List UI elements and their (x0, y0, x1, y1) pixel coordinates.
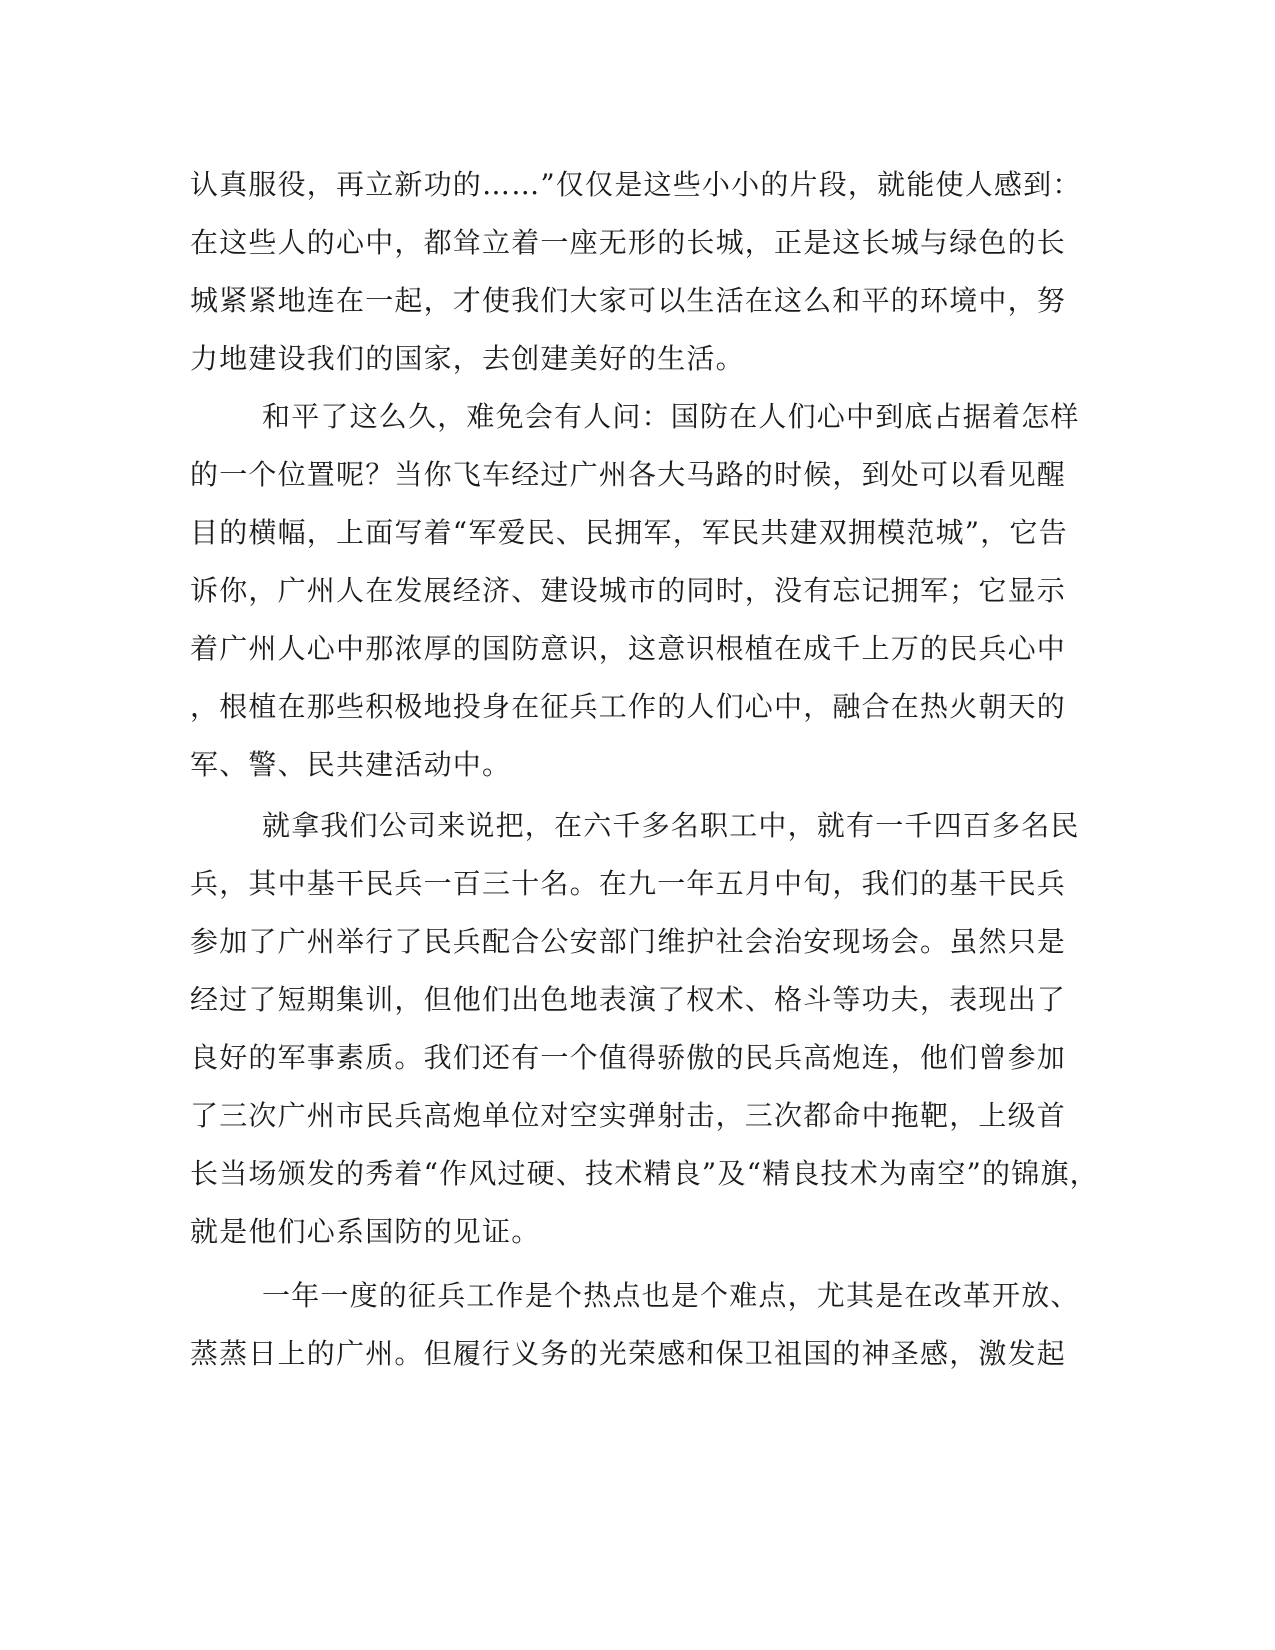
text-line: 蒸蒸日上的广州。但履行义务的光荣感和保卫祖国的神圣感，激发起 (190, 1337, 1067, 1370)
text-line: 目的横幅，上面写着“军爱民、民拥军，军民共建双拥模范城”，它告 (190, 516, 1068, 549)
paragraph-first-line: 就拿我们公司来说把，在六千多名职工中，就有一千四百多名民 (262, 809, 1080, 842)
text-line: 的一个位置呢？当你飞车经过广州各大马路的时候，到处可以看见醒 (190, 458, 1067, 491)
text-line: 认真服役，再立新功的……”仅仅是这些小小的片段，就能使人感到： (190, 168, 1082, 201)
text-line: 城紧紧地连在一起，才使我们大家可以生活在这么和平的环境中，努 (190, 284, 1067, 317)
text-line: 在这些人的心中，都耸立着一座无形的长城，正是这长城与绿色的长 (190, 226, 1067, 259)
text-line: ，根植在那些积极地投身在征兵工作的人们心中，融合在热火朝天的 (190, 690, 1067, 723)
text-line: 兵，其中基干民兵一百三十名。在九一年五月中旬，我们的基干民兵 (190, 867, 1067, 900)
paragraph-first-line: 一年一度的征兵工作是个热点也是个难点，尤其是在改革开放、 (262, 1279, 1080, 1312)
text-line: 就是他们心系国防的见证。 (190, 1215, 541, 1248)
text-line: 诉你，广州人在发展经济、建设城市的同时，没有忘记拥军；它显示 (190, 574, 1067, 607)
paragraph-first-line: 和平了这么久，难免会有人问：国防在人们心中到底占据着怎样 (262, 400, 1080, 433)
text-line: 经过了短期集训，但他们出色地表演了杈术、格斗等功夫，表现出了 (190, 983, 1067, 1016)
text-line: 军、警、民共建活动中。 (190, 748, 512, 781)
text-line: 了三次广州市民兵高炮单位对空实弹射击，三次都命中拖靶，上级首 (190, 1099, 1067, 1132)
text-line: 力地建设我们的国家，去创建美好的生活。 (190, 342, 745, 375)
text-line: 参加了广州举行了民兵配合公安部门维护社会治安现场会。虽然只是 (190, 925, 1067, 958)
text-line: 长当场颁发的秀着“作风过硬、技术精良”及“精良技术为南空”的锦旗， (190, 1157, 1099, 1190)
text-line: 良好的军事素质。我们还有一个值得骄傲的民兵高炮连，他们曾参加 (190, 1041, 1067, 1074)
text-line: 着广州人心中那浓厚的国防意识，这意识根植在成千上万的民兵心中 (190, 632, 1067, 665)
